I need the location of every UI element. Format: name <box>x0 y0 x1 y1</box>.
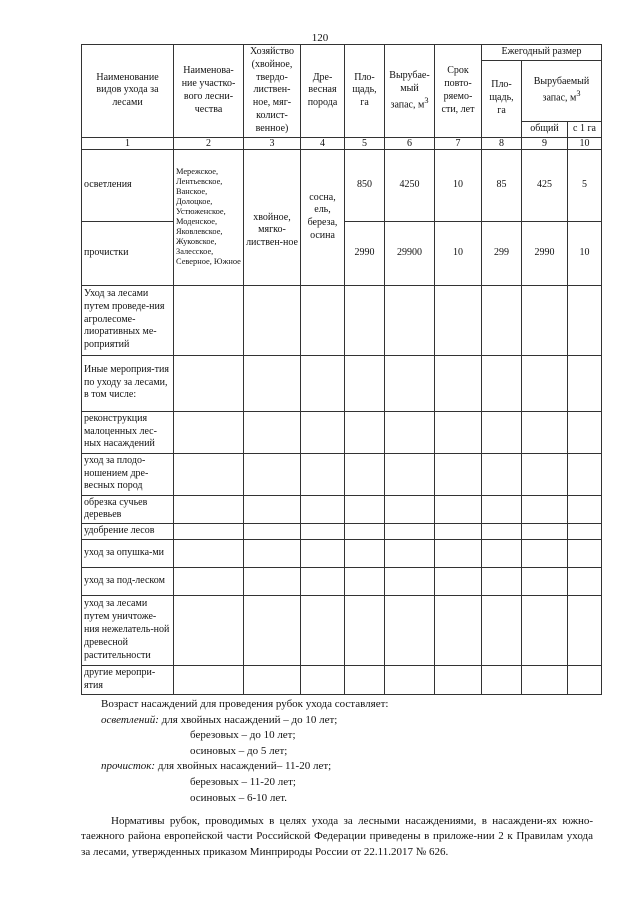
proch-volume: 29900 <box>385 221 435 285</box>
table-row <box>82 355 602 411</box>
table-row-osvetleniya <box>82 149 602 221</box>
header-volume-text: Вырубае-мый запас, м <box>389 69 430 110</box>
proch-annual-per-ha: 10 <box>568 221 602 285</box>
header-volume-sup: 3 <box>424 95 429 105</box>
column-number-row <box>82 137 602 149</box>
forestry-list: Мережское, Лентьевское, Ванское, Долоцкое, Устюженское, Моденское, Яковлевское, Жуковское, Залесское, Северное, Южное <box>174 149 244 285</box>
age-osv-text: для хвойных насаждений – до 10 лет; <box>158 713 338 726</box>
table-row <box>82 595 602 665</box>
column-number: 4 <box>301 137 345 149</box>
table-row <box>82 567 602 595</box>
column-number: 8 <box>482 137 522 149</box>
header-forestry: Наименова-ние участко-вого лесни-чества <box>174 45 244 138</box>
page-number: 120 <box>311 32 329 44</box>
age-osv-line <box>81 713 593 729</box>
table-row <box>82 539 602 567</box>
column-number: 6 <box>385 137 435 149</box>
age-proch-label: прочисток: <box>101 760 156 773</box>
age-proch-text: для хвойных насаждений– 11-20 лет; <box>155 760 332 773</box>
table-row <box>82 665 602 694</box>
proch-area: 2990 <box>345 221 385 285</box>
column-number: 1 <box>82 137 174 149</box>
forest-care-table <box>81 44 602 695</box>
care-type-label: другие меропри-ятия <box>82 665 174 694</box>
header-care-type: Наименование видов ухода за лесами <box>82 45 174 138</box>
column-number: 10 <box>568 137 602 149</box>
header-annual-total: общий <box>522 121 568 137</box>
age-osv-label: осветлений: <box>101 713 159 726</box>
header-area: Пло-щадь, га <box>345 45 385 138</box>
care-type-label: Уход за лесами путем проведе-ния агролесоме-лиоративных ме-роприятий <box>82 285 174 355</box>
column-number: 9 <box>522 137 568 149</box>
normatives-paragraph: Нормативы рубок, проводимых в целях ухода за лесными насаждениями, в насаждени-ях южно-таежного района европейской части Российской Федерации приведены в приложе-нии 2 к Правилам ухода за лесами, утвержденных приказом Минприроды России от 22.11.2017 № 626. <box>81 815 593 858</box>
table-row <box>82 411 602 453</box>
care-type-label: Иные мероприя-тия по уходу за лесами, в том числе: <box>82 355 174 411</box>
header-species: Дре-весная порода <box>301 45 345 138</box>
care-type-label: удобрение лесов <box>82 524 174 540</box>
age-proch-line <box>81 759 593 775</box>
table-row <box>82 495 602 524</box>
table-row <box>82 285 602 355</box>
proch-annual-total: 2990 <box>522 221 568 285</box>
header-period: Срок повто-ряемо-сти, лет <box>435 45 482 138</box>
age-osv-birch: березовых – до 10 лет; <box>190 729 296 742</box>
column-number: 5 <box>345 137 385 149</box>
care-type-label: уход за лесами путем уничтоже-ния нежелатель-ной древесной растительности <box>82 595 174 665</box>
tree-species: сосна, ель, береза, осина <box>301 149 345 285</box>
osv-period: 10 <box>435 149 482 221</box>
age-proch-birch: березовых – 11-20 лет; <box>190 776 296 789</box>
care-type-label: уход за опушка-ми <box>82 539 174 567</box>
column-number: 2 <box>174 137 244 149</box>
header-annual-per-ha: с 1 га <box>568 121 602 137</box>
osv-annual-per-ha: 5 <box>568 149 602 221</box>
osv-annual-total: 425 <box>522 149 568 221</box>
proch-period: 10 <box>435 221 482 285</box>
care-type-osvetleniya: осветления <box>82 149 174 221</box>
table-row <box>82 453 602 495</box>
proch-annual-area: 299 <box>482 221 522 285</box>
household-type: хвойное, мягко-листвен-ное <box>244 149 301 285</box>
table-row <box>82 524 602 540</box>
age-proch-aspen: осиновых – 6-10 лет. <box>190 791 288 804</box>
age-section <box>81 697 593 860</box>
care-type-label: уход за плодо-ношением дре-весных пород <box>82 453 174 495</box>
age-osv-aspen: осиновых – до 5 лет; <box>190 744 288 757</box>
header-annual-volume <box>522 60 602 121</box>
care-type-label: уход за под-леском <box>82 567 174 595</box>
column-number: 7 <box>435 137 482 149</box>
care-type-label: реконструкция малоценных лес-ных насаждений <box>82 411 174 453</box>
header-annual-area: Пло-щадь, га <box>482 60 522 137</box>
header-annual: Ежегодный размер <box>482 45 602 61</box>
header-annual-volume-sup: 3 <box>576 89 581 99</box>
age-intro: Возраст насаждений для проведения рубок ухода составляет: <box>101 698 389 710</box>
osv-volume: 4250 <box>385 149 435 221</box>
header-annual-volume-text: Вырубаемый запас, м <box>533 76 590 104</box>
header-household: Хозяйство (хвойное, твердо-листвен-ное, мяг-колист-венное) <box>244 45 301 138</box>
care-type-label: обрезка сучьев деревьев <box>82 495 174 524</box>
osv-area: 850 <box>345 149 385 221</box>
column-number: 3 <box>244 137 301 149</box>
header-volume <box>385 45 435 138</box>
care-type-prochistki: прочистки <box>82 221 174 285</box>
osv-annual-area: 85 <box>482 149 522 221</box>
